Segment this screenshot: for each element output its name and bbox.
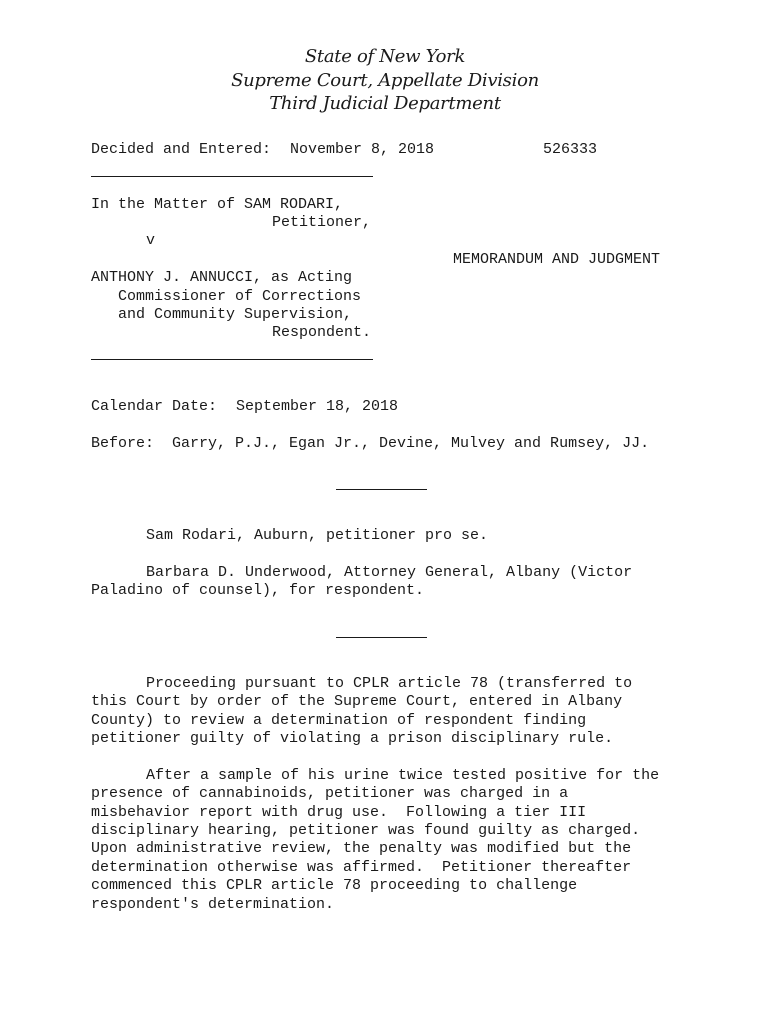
section-divider-2	[336, 637, 427, 638]
paragraph-line: commenced this CPLR article 78 proceeding to challenge	[91, 877, 578, 894]
court-name: Supreme Court, Appellate Division	[231, 70, 539, 91]
caption-respondent-title-cont: and Community Supervision,	[118, 306, 353, 323]
bench-label: Before:	[91, 435, 155, 452]
caption-bottom-rule	[91, 359, 373, 360]
decided-date: November 8, 2018	[290, 141, 435, 158]
paragraph-line: disciplinary hearing, petitioner was found guilty as charged.	[91, 822, 641, 839]
caption-matter: In the Matter of SAM RODARI,	[91, 196, 344, 213]
bench-judges: Garry, P.J., Egan Jr., Devine, Mulvey and Rumsey, JJ.	[172, 435, 650, 452]
counsel-respondent-line2: Paladino of counsel), for respondent.	[91, 582, 425, 599]
caption-petitioner-role: Petitioner,	[272, 214, 372, 231]
court-department: Third Judicial Department	[269, 93, 501, 114]
paragraph-line: petitioner guilty of violating a prison disciplinary rule.	[91, 730, 614, 747]
calendar-date: September 18, 2018	[236, 398, 399, 415]
calendar-label: Calendar Date:	[91, 398, 218, 415]
paragraph-line: determination otherwise was affirmed. Petitioner thereafter	[91, 859, 632, 876]
docket-number: 526333	[543, 141, 598, 158]
paragraph-line: this Court by order of the Supreme Court, entered in Albany	[91, 693, 623, 710]
document-type: MEMORANDUM AND JUDGMENT	[453, 251, 661, 268]
counsel-petitioner: Sam Rodari, Auburn, petitioner pro se.	[146, 527, 489, 544]
caption-top-rule	[91, 176, 373, 177]
paragraph-line: misbehavior report with drug use. Following a tier III	[91, 804, 587, 821]
caption-versus: v	[146, 232, 156, 249]
caption-respondent-title: Commissioner of Corrections	[118, 288, 362, 305]
paragraph-line: respondent's determination.	[91, 896, 335, 913]
counsel-respondent-line1: Barbara D. Underwood, Attorney General, Albany (Victor	[146, 564, 633, 581]
section-divider-1	[336, 489, 427, 490]
paragraph-line: presence of cannabinoids, petitioner was charged in a	[91, 785, 569, 802]
caption-respondent-role: Respondent.	[272, 324, 372, 341]
paragraph-line: County) to review a determination of respondent finding	[91, 712, 587, 729]
decided-label: Decided and Entered:	[91, 141, 272, 158]
caption-respondent-name: ANTHONY J. ANNUCCI, as Acting	[91, 269, 353, 286]
paragraph-line: Proceeding pursuant to CPLR article 78 (transferred to	[146, 675, 633, 692]
court-state-title: State of New York	[304, 46, 466, 67]
paragraph-line: Upon administrative review, the penalty was modified but the	[91, 840, 632, 857]
paragraph-line: After a sample of his urine twice tested positive for the	[146, 767, 660, 784]
